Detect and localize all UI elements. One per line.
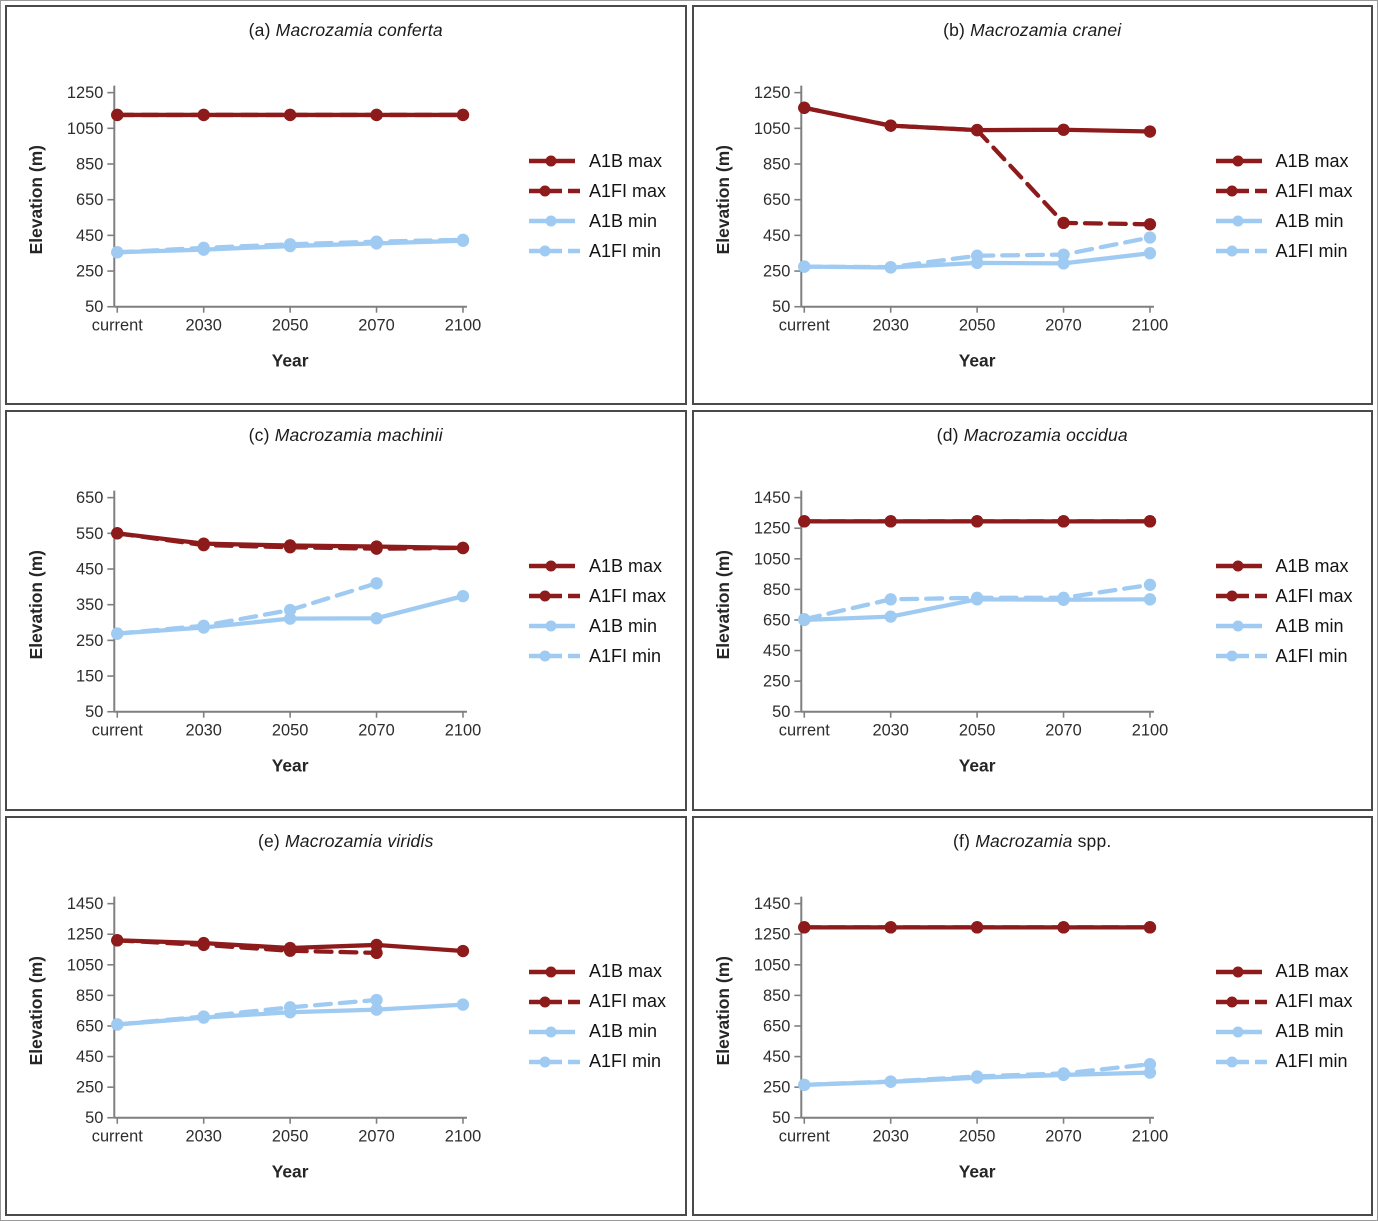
svg-text:450: 450 — [76, 1047, 104, 1066]
legend-label: A1FI min — [589, 645, 662, 666]
svg-text:2100: 2100 — [444, 721, 482, 740]
chart-panel — [692, 410, 1374, 810]
solid-line-marker-icon — [1215, 1025, 1269, 1039]
legend-label: A1B min — [589, 1021, 658, 1042]
dashed-line-marker-icon — [1215, 589, 1269, 603]
svg-text:50: 50 — [771, 298, 790, 317]
dashed-line-marker-icon — [528, 184, 582, 198]
svg-text:current: current — [91, 721, 143, 740]
chart-panel — [692, 816, 1374, 1216]
panel-title-prefix: (c) — [248, 425, 270, 446]
svg-text:50: 50 — [85, 703, 104, 722]
dashed-line-marker-icon — [1215, 1055, 1269, 1069]
svg-text:150: 150 — [76, 667, 104, 686]
legend-item — [1215, 987, 1353, 1017]
series-a1fi-max — [798, 102, 1156, 231]
dashed-line-marker-icon — [1215, 995, 1269, 1009]
svg-text:250: 250 — [76, 1078, 104, 1097]
axes — [26, 895, 481, 1181]
legend-item — [1215, 1017, 1353, 1047]
legend-item — [1215, 957, 1353, 987]
legend-item — [1215, 641, 1353, 671]
axes — [712, 489, 1167, 775]
legend-label: A1B min — [589, 210, 658, 231]
svg-text:1250: 1250 — [66, 925, 104, 944]
dashed-line-marker-icon — [1215, 244, 1269, 258]
solid-line-marker-icon — [528, 214, 582, 228]
legend-item — [528, 641, 666, 671]
svg-text:2030: 2030 — [871, 316, 909, 335]
solid-line-marker-icon — [528, 1025, 582, 1039]
svg-text:2030: 2030 — [185, 316, 222, 335]
svg-text:2100: 2100 — [444, 1127, 482, 1146]
svg-text:1050: 1050 — [66, 955, 104, 974]
svg-text:2030: 2030 — [185, 721, 222, 740]
dashed-line-marker-icon — [528, 244, 582, 258]
legend-item — [528, 957, 666, 987]
axes — [26, 489, 481, 775]
svg-text:2070: 2070 — [1044, 721, 1082, 740]
svg-text:2100: 2100 — [1131, 316, 1168, 335]
svg-text:1450: 1450 — [753, 894, 790, 913]
svg-text:1050: 1050 — [753, 955, 790, 974]
legend-label: A1B min — [1275, 210, 1344, 231]
dashed-line-marker-icon — [528, 1055, 582, 1069]
svg-text:2050: 2050 — [271, 1127, 309, 1146]
svg-text:2050: 2050 — [271, 316, 309, 335]
legend-label: A1FI max — [1275, 991, 1353, 1012]
svg-text:250: 250 — [762, 672, 790, 691]
panel-title-prefix: (a) — [248, 20, 271, 40]
axes — [712, 895, 1167, 1181]
legend-label: A1FI max — [589, 180, 667, 201]
solid-line-marker-icon — [1215, 154, 1269, 168]
svg-text:2050: 2050 — [271, 721, 309, 740]
svg-text:2030: 2030 — [871, 1127, 909, 1146]
svg-text:850: 850 — [762, 155, 790, 174]
legend-label: A1B min — [1275, 1021, 1344, 1042]
legend-item — [528, 176, 666, 206]
svg-text:850: 850 — [762, 986, 790, 1005]
legend-label: A1FI min — [1275, 1051, 1348, 1072]
legend-label: A1B max — [589, 150, 663, 171]
x-axis-label: Year — [271, 755, 309, 776]
svg-text:850: 850 — [76, 155, 104, 174]
legend-label: A1B max — [589, 555, 663, 576]
svg-text:450: 450 — [762, 226, 790, 245]
legend-item — [1215, 146, 1353, 176]
solid-line-marker-icon — [1215, 559, 1269, 573]
svg-text:2070: 2070 — [1044, 1127, 1082, 1146]
solid-line-marker-icon — [1215, 214, 1269, 228]
svg-text:550: 550 — [76, 525, 104, 544]
svg-text:2100: 2100 — [1131, 721, 1168, 740]
panel-title-prefix: (e) — [257, 830, 280, 851]
legend-item — [528, 581, 666, 611]
svg-text:250: 250 — [762, 1078, 790, 1097]
panel-title-suffix: spp. — [1077, 830, 1112, 851]
svg-text:850: 850 — [76, 986, 104, 1005]
svg-text:1450: 1450 — [66, 894, 104, 913]
legend-item — [1215, 611, 1353, 641]
legend-label: A1B min — [589, 615, 658, 636]
chart-panel — [5, 410, 687, 810]
legend-label: A1B max — [1275, 961, 1349, 982]
series-a1fi-max — [798, 921, 1156, 933]
svg-text:50: 50 — [771, 703, 790, 722]
panel-title-prefix: (d) — [936, 425, 959, 446]
svg-text:2100: 2100 — [1131, 1127, 1168, 1146]
svg-text:1050: 1050 — [66, 119, 104, 138]
svg-text:1050: 1050 — [753, 550, 790, 569]
legend-label: A1FI max — [1275, 585, 1353, 606]
svg-text:2100: 2100 — [444, 316, 482, 335]
svg-text:650: 650 — [76, 1017, 104, 1036]
svg-text:450: 450 — [76, 226, 104, 245]
series-a1fi-max — [798, 515, 1156, 527]
legend-item — [1215, 1047, 1353, 1077]
svg-text:1250: 1250 — [66, 84, 104, 103]
legend-item — [528, 206, 666, 236]
solid-line-marker-icon — [528, 154, 582, 168]
dashed-line-marker-icon — [1215, 184, 1269, 198]
svg-text:current: current — [91, 316, 143, 335]
svg-text:350: 350 — [76, 596, 104, 615]
solid-line-marker-icon — [528, 619, 582, 633]
panel-title-species: Macrozamia occidua — [963, 425, 1128, 446]
solid-line-marker-icon — [1215, 619, 1269, 633]
svg-text:850: 850 — [762, 581, 790, 600]
dashed-line-marker-icon — [528, 589, 582, 603]
panel-title-species: Macrozamia conferta — [275, 20, 443, 40]
svg-text:1450: 1450 — [753, 489, 790, 508]
svg-text:2070: 2070 — [358, 1127, 395, 1146]
svg-text:1050: 1050 — [753, 119, 790, 138]
chart-panel — [5, 816, 687, 1216]
panel-title-species: Macrozamia viridis — [285, 830, 434, 851]
svg-text:450: 450 — [762, 1047, 790, 1066]
legend-label: A1B max — [1275, 150, 1349, 171]
legend-item — [528, 146, 666, 176]
svg-text:450: 450 — [76, 560, 104, 579]
y-axis-label: Elevation (m) — [25, 955, 46, 1066]
y-axis-label: Elevation (m) — [712, 550, 733, 660]
solid-line-marker-icon — [1215, 965, 1269, 979]
svg-text:50: 50 — [771, 1108, 790, 1127]
legend-label: A1B min — [1275, 615, 1344, 636]
axes — [26, 84, 481, 370]
svg-text:2030: 2030 — [871, 721, 909, 740]
x-axis-label: Year — [271, 350, 309, 371]
svg-text:250: 250 — [76, 262, 104, 281]
legend-item — [1215, 206, 1353, 236]
x-axis-label: Year — [958, 755, 995, 776]
legend — [1215, 146, 1353, 266]
legend-item — [1215, 581, 1353, 611]
legend-item — [1215, 176, 1353, 206]
legend-label: A1B max — [1275, 555, 1349, 576]
panel-title-prefix: (f) — [953, 830, 971, 851]
legend-item — [528, 611, 666, 641]
panel-title-species: Macrozamia cranei — [970, 20, 1122, 40]
x-axis-label: Year — [958, 350, 995, 371]
legend-item — [1215, 236, 1353, 266]
svg-text:250: 250 — [76, 632, 104, 651]
x-axis-label: Year — [958, 1161, 995, 1182]
panel-title-prefix: (b) — [943, 20, 966, 40]
legend-item — [528, 236, 666, 266]
svg-text:current: current — [778, 721, 830, 740]
chart-panel — [5, 5, 687, 405]
svg-text:current: current — [91, 1127, 143, 1146]
legend-label: A1FI min — [1275, 645, 1348, 666]
legend-label: A1FI max — [1275, 180, 1353, 201]
svg-text:50: 50 — [85, 298, 104, 317]
solid-line-marker-icon — [528, 559, 582, 573]
dashed-line-marker-icon — [528, 649, 582, 663]
svg-text:2070: 2070 — [358, 316, 395, 335]
svg-text:1250: 1250 — [753, 925, 790, 944]
legend-item — [1215, 551, 1353, 581]
legend — [528, 146, 666, 266]
svg-text:650: 650 — [76, 191, 104, 210]
panel-title-species: Macrozamia machinii — [274, 425, 443, 446]
legend-item — [528, 1017, 666, 1047]
svg-text:250: 250 — [762, 262, 790, 281]
svg-text:450: 450 — [762, 642, 790, 661]
y-axis-label: Elevation (m) — [25, 145, 46, 255]
dashed-line-marker-icon — [1215, 649, 1269, 663]
series-a1fi-min — [111, 577, 383, 640]
chart-panel — [692, 5, 1374, 405]
svg-text:1250: 1250 — [753, 520, 790, 539]
legend-label: A1FI max — [589, 585, 667, 606]
svg-text:current: current — [778, 316, 830, 335]
series-a1fi-max — [111, 109, 469, 121]
y-axis-label: Elevation (m) — [25, 550, 46, 660]
y-axis-label: Elevation (m) — [712, 145, 733, 255]
legend-item — [528, 987, 666, 1017]
solid-line-marker-icon — [528, 965, 582, 979]
svg-text:2050: 2050 — [958, 1127, 995, 1146]
svg-text:650: 650 — [762, 611, 790, 630]
dashed-line-marker-icon — [528, 995, 582, 1009]
legend — [528, 957, 666, 1077]
legend — [528, 551, 666, 671]
legend-label: A1FI min — [589, 1051, 662, 1072]
legend-item — [528, 1047, 666, 1077]
panel-title-species: Macrozamia — [975, 830, 1073, 851]
legend — [1215, 957, 1353, 1077]
x-axis-label: Year — [271, 1161, 309, 1182]
svg-text:650: 650 — [76, 489, 104, 508]
legend-item — [528, 551, 666, 581]
svg-text:50: 50 — [85, 1108, 104, 1127]
legend-label: A1FI max — [589, 991, 667, 1012]
y-axis-label: Elevation (m) — [712, 955, 733, 1066]
svg-text:650: 650 — [762, 191, 790, 210]
legend-label: A1B max — [589, 961, 663, 982]
legend — [1215, 551, 1353, 671]
svg-text:2070: 2070 — [1044, 316, 1082, 335]
svg-text:2050: 2050 — [958, 316, 995, 335]
svg-text:2050: 2050 — [958, 721, 995, 740]
svg-text:current: current — [778, 1127, 830, 1146]
svg-text:2070: 2070 — [358, 721, 395, 740]
legend-label: A1FI min — [1275, 240, 1348, 261]
svg-text:650: 650 — [762, 1017, 790, 1036]
series-a1fi-min — [111, 234, 469, 259]
legend-label: A1FI min — [589, 240, 662, 261]
svg-text:1250: 1250 — [753, 84, 790, 103]
svg-text:2030: 2030 — [185, 1127, 222, 1146]
